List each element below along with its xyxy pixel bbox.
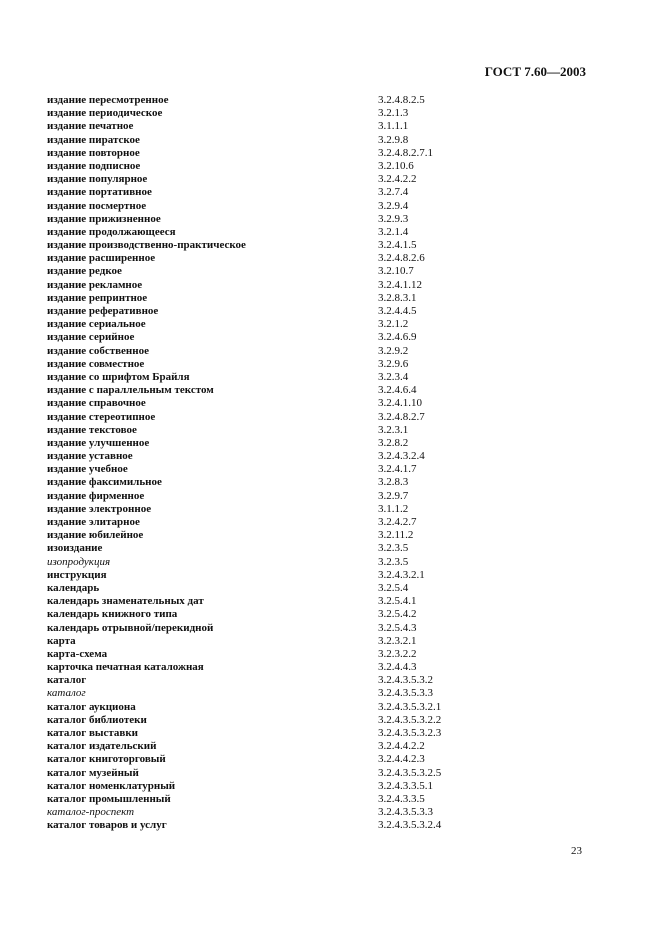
index-term: издание реферативное [47,305,159,317]
index-entry [47,595,567,608]
index-reference: 3.1.1.1 [378,120,409,133]
index-reference: 3.2.9.7 [378,489,409,502]
index-reference: 3.2.4.6.9 [378,331,417,344]
index-term: издание популярное [47,173,148,186]
index-entry [47,252,567,265]
index-reference: 3.2.8.3.1 [378,291,417,304]
index-term: издание пиратское [47,133,140,146]
index-entry [47,239,567,252]
index-term: изоиздание [47,542,103,555]
index-entry [47,529,567,542]
index-term: каталог-проспект [47,806,135,819]
index-entry [47,120,567,133]
index-reference: 3.2.3.5 [378,555,409,568]
index-term: календарь знаменательных дат [47,595,204,608]
index-entry [47,371,567,384]
index-term: каталог издательский [47,740,157,753]
index-entry [47,582,567,595]
index-reference: 3.2.4.3.5.3.2.5 [378,766,442,779]
index-term: карточка печатная каталожная [47,661,204,674]
index-reference: 3.2.3.2.1 [378,634,417,647]
index-term: издание юбилейное [47,529,144,542]
index-reference: 3.2.4.2.2 [378,173,417,186]
index-entry [47,437,567,450]
index-reference: 3.2.4.4.2.2 [378,740,425,753]
index-term: издание уставное [47,450,133,463]
index-term: каталог промышленный [47,792,171,805]
index-term: издание сериальное [47,318,146,331]
document-standard-header: ГОСТ 7.60—2003 [484,64,586,79]
index-entry [47,450,567,463]
index-reference: 3.2.4.8.2.5 [378,94,425,106]
index-term: издание фирменное [47,489,145,502]
index-entry [47,556,567,569]
index-entry [47,701,567,714]
index-term: издание посмертное [47,199,147,212]
index-reference: 3.2.4.3.2.4 [378,450,425,463]
index-entry [47,305,567,318]
index-term: издание совместное [47,357,145,370]
index-term: издание улучшенное [47,436,150,449]
index-reference: 3.2.3.4 [378,370,409,383]
index-reference: 3.2.4.3.5.3.3 [378,806,433,819]
index-entry [47,397,567,410]
index-reference: 3.2.4.1.5 [378,239,417,252]
index-reference: 3.2.10.7 [378,265,414,278]
index-entry [47,740,567,753]
index-entry [47,648,567,661]
index-reference: 3.2.1.3 [378,107,409,120]
index-entry [47,318,567,331]
index-term: издание производственно-практическое [47,239,246,252]
index-entry [47,819,567,832]
index-term: каталог аукциона [47,700,136,713]
index-reference: 3.2.4.3.5.3.3 [378,687,433,700]
index-entry [47,331,567,344]
index-reference: 3.2.3.5 [378,542,409,555]
index-reference: 3.2.4.1.10 [378,397,422,410]
index-reference: 3.2.8.2 [378,436,409,449]
index-term: издание портативное [47,186,152,199]
index-entry [47,265,567,278]
index-entry [47,793,567,806]
index-term: каталог [47,687,86,700]
index-entry [47,463,567,476]
index-reference: 3.2.4.3.5.3.2.1 [378,700,442,713]
index-term: издание электронное [47,502,152,515]
index-entry [47,503,567,516]
index-term: календарь [47,581,100,594]
index-entry [47,727,567,740]
index-entry [47,687,567,700]
index-term: издание продолжающееся [47,225,176,238]
index-reference: 3.2.4.3.3.5 [378,792,425,805]
index-term: инструкция [47,568,107,581]
index-term: издание с параллельным текстом [47,384,214,397]
index-term: каталог библиотеки [47,713,147,726]
page-number: 23 [571,845,582,857]
index-entry [47,173,567,186]
index-term: издание повторное [47,146,140,159]
index-reference: 3.2.4.3.5.3.2 [378,674,433,687]
index-term: каталог товаров и услуг [47,819,167,832]
index-entry [47,424,567,437]
index-reference: 3.2.4.3.2.1 [378,568,425,581]
index-reference: 3.2.10.6 [378,159,414,172]
index-term: издание элитарное [47,516,140,528]
index-term: каталог выставки [47,727,139,739]
index-term: каталог книготорговый [47,753,166,766]
index-term: издание учебное [47,463,128,476]
index-reference: 3.2.8.3 [378,476,409,489]
index-reference: 3.2.11.2 [378,529,414,542]
index-reference: 3.2.4.4.2.3 [378,753,425,766]
index-entry [47,107,567,120]
index-entry [47,806,567,819]
index-reference: 3.2.9.2 [378,344,409,357]
index-entry [47,674,567,687]
index-entry [47,542,567,555]
index-entry [47,94,567,107]
index-term: издание текстовое [47,423,137,436]
index-term: карта [47,634,76,647]
index-reference: 3.2.4.1.12 [378,278,422,291]
index-term: издание серийное [47,331,135,344]
index-term: изопродукция [47,555,111,568]
index-reference: 3.2.5.4.1 [378,595,417,608]
index-entry [47,569,567,582]
index-entry [47,411,567,424]
term-index-list [47,94,567,833]
index-term: издание репринтное [47,291,148,304]
index-reference: 3.2.9.4 [378,199,409,212]
index-term: издание пересмотренное [47,94,169,106]
index-entry [47,490,567,503]
index-entry [47,767,567,780]
index-term: каталог музейный [47,766,139,779]
index-term: каталог номенклатурный [47,779,176,792]
index-reference: 3.2.4.4.5 [378,305,417,317]
index-entry [47,635,567,648]
index-reference: 3.2.3.2.2 [378,647,417,660]
index-reference: 3.2.1.2 [378,318,409,331]
index-entry [47,753,567,766]
index-reference: 3.2.9.8 [378,133,409,146]
index-reference: 3.2.4.8.2.6 [378,252,425,265]
index-entry [47,608,567,621]
index-reference: 3.2.4.1.7 [378,463,417,476]
index-entry [47,345,567,358]
index-term: издание рекламное [47,278,143,291]
index-entry [47,226,567,239]
index-reference: 3.2.4.3.5.3.2.4 [378,819,442,832]
index-entry [47,714,567,727]
index-entry [47,279,567,292]
index-reference: 3.2.1.4 [378,225,409,238]
index-entry [47,200,567,213]
index-term: издание подписное [47,159,141,172]
index-term: карта-схема [47,647,108,660]
index-term: издание прижизненное [47,212,161,225]
index-term: издание собственное [47,344,149,357]
index-term: издание со шрифтом Брайля [47,370,190,383]
index-term: издание справочное [47,397,146,410]
index-term: издание расширенное [47,252,156,265]
index-term: каталог [47,674,87,687]
index-entry [47,292,567,305]
index-entry [47,384,567,397]
index-reference: 3.2.9.3 [378,212,409,225]
index-entry [47,134,567,147]
index-reference: 3.2.4.6.4 [378,384,417,397]
index-entry [47,160,567,173]
index-reference: 3.2.4.3.5.3.2.2 [378,713,442,726]
index-entry [47,661,567,674]
index-reference: 3.2.5.4.2 [378,608,417,621]
index-entry [47,516,567,529]
index-reference: 3.2.4.3.5.3.2.3 [378,727,442,739]
index-term: календарь отрывной/перекидной [47,621,214,634]
index-reference: 3.2.5.4 [378,581,409,594]
index-reference: 3.2.4.3.3.5.1 [378,779,433,792]
index-reference: 3.2.9.6 [378,357,409,370]
index-entry [47,213,567,226]
index-reference: 3.2.7.4 [378,186,409,199]
index-reference: 3.2.4.2.7 [378,516,417,528]
index-reference: 3.2.4.4.3 [378,661,417,674]
index-term: календарь книжного типа [47,608,178,621]
index-entry [47,147,567,160]
index-entry [47,358,567,371]
index-entry [47,780,567,793]
index-term: издание печатное [47,120,134,133]
index-term: издание стереотипное [47,410,156,423]
index-reference: 3.2.4.8.2.7.1 [378,146,433,159]
index-term: издание факсимильное [47,476,162,489]
index-term: издание редкое [47,265,122,278]
index-term: издание периодическое [47,107,163,120]
index-reference: 3.1.1.2 [378,502,409,515]
index-reference: 3.2.5.4.3 [378,621,417,634]
index-entry [47,186,567,199]
index-entry [47,622,567,635]
index-reference: 3.2.3.1 [378,423,409,436]
index-reference: 3.2.4.8.2.7 [378,410,425,423]
index-entry [47,476,567,489]
